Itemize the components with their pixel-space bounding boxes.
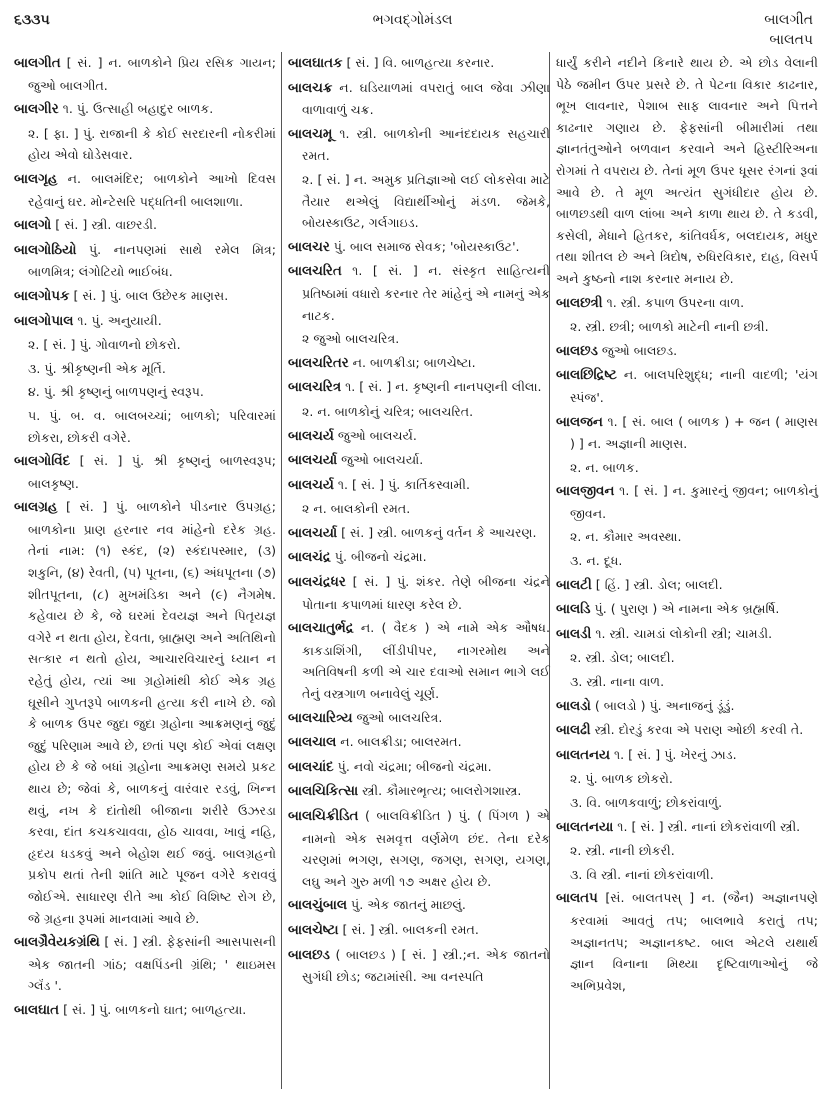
entry-definition: ૧. [ સં. ] સ્ત્રી. નાનાં છોકરાંવાળી સ્ત્રી. (613, 818, 801, 834)
entry-headword: બાલગ્રહ (14, 500, 58, 516)
entry-headword: બાલગોપાલ (14, 313, 74, 329)
dictionary-entry (288, 731, 550, 754)
dictionary-entry (556, 292, 818, 315)
entry-sense: ૩. વિ સ્ત્રી. નાનાં છોકરાંવાળી. (570, 866, 714, 882)
entry-definition: સ્ત્રી. દોરડું કરવા એ પરાણ ઓછી કરવી તે. (590, 722, 804, 738)
entry-headword: બાલચિકિત્સા (288, 784, 359, 800)
entry-definition: ન. બાલમંદિર; બાળકોને આખો દિવસ રહેવાનું ઘર. મોન્ટેસરિ પદ્ધતિની બાલશાળા. (28, 170, 276, 209)
dictionary-entry (556, 411, 818, 455)
entry-headword: બાલચેષ્ટા (288, 922, 339, 938)
entry-definition: પું. એક જાતનું માછલું. (347, 897, 466, 913)
entry-headword: બાલછડ (556, 343, 598, 359)
entry-headword: બાલચાતુર્ભદ્ર (288, 621, 354, 637)
dictionary-entry (288, 617, 550, 704)
entry-definition: [ સં. ] સ્ત્રી. વાછરડી. (51, 217, 158, 233)
entry-sense: ૨. ન. કૌમાર અવસ્થા. (570, 529, 682, 545)
entry-definition: ન. ઘડિયાળમાં વપરાતું બાલ જેવા ઝીણા વાળાવાળું ચક્ર. (302, 79, 550, 118)
dictionary-entry (288, 52, 550, 75)
dictionary-entry (556, 574, 818, 597)
entry-sense: ૨. ન. બાળકોનું ચરિત્ર; બાલચરિત. (302, 403, 474, 419)
entry-definition: [ સં. ] પું. બાલ ઉછેરક માણસ. (69, 287, 229, 303)
entry-definition: [ હિં. ] સ્ત્રી. ડોલ; બાલદી. (591, 576, 723, 592)
dictionary-entry (288, 352, 550, 375)
entry-headword: બાલગોપક (14, 288, 70, 304)
entry-definition: પું. નાનપણમાં સાથે રમેલ મિત્ર; બાળમિત્ર; લંગોટિયો ભાઈબંધ. (28, 241, 276, 280)
page-title: ભગવદ્ગોમંડલ (372, 12, 453, 28)
entry-definition: પું. બાલ સમાજ સેવક; 'બોયસ્કાઉટ'. (329, 238, 520, 254)
entry-sense: ૨. [ ફા. ] પું. રાજાની કે કોઈ સરદારની નોકરીમાં હોય એવો ઘોડેસવાર. (28, 125, 276, 163)
dictionary-entry (556, 887, 818, 996)
entry-headword: બાલચક્ર (288, 80, 333, 96)
column-1 (14, 52, 276, 1024)
dictionary-entry (288, 449, 550, 472)
entry-headword: બાલઘાતક (288, 56, 343, 71)
dictionary-entry (288, 919, 550, 942)
entry-definition: પું. નવો ચંદ્રમા; બીજનો ચંદ્રમા. (333, 758, 492, 774)
entry-headword: બાલગો (14, 218, 52, 234)
dictionary-entry (288, 260, 550, 326)
dictionary-entry (556, 623, 818, 646)
entry-headword: બાલછત્રી (556, 295, 603, 311)
entry-headword: બાલચર્યા (288, 453, 338, 469)
dictionary-entry (288, 474, 550, 497)
dictionary-entry (288, 236, 550, 259)
entry-definition: ૧. [ સં. ] ન. કુમારનું જીવન; બાળકોનું જીવન. (570, 483, 818, 521)
dictionary-entry (556, 340, 818, 363)
entry-sense: ૩. વિ. બાળકવાળું; છોકરાંવાળું. (570, 795, 723, 810)
entry-definition: ૧. સ્ત્રી. બાળકોની આનંદદાયક સહચારી રમત. (302, 125, 550, 164)
entry-sense: ૩. સ્ત્રી. નાના વાળ. (570, 674, 665, 690)
entry-headword: બાલચરિત (288, 264, 342, 280)
entry-headword: બાલઘાત (14, 1002, 60, 1018)
entry-headword: બાલચરિતર (288, 355, 349, 371)
entry-definition: ૧. [ સં. ] પું. ખેરનું ઝાડ. (609, 746, 737, 762)
entry-definition: ૧. [ સં. ] ન. કૃષ્ણની નાનપણની લીલા. (341, 379, 542, 395)
dictionary-entry (556, 695, 818, 718)
entry-headword: બાલતનય (556, 747, 610, 763)
dictionary-entry (556, 816, 818, 839)
dictionary-entry (288, 944, 550, 988)
entry-definition: [સં. બાલતપસ્ ] ન. (જૈન) અજ્ઞાનપણે કરવામાં આવતું તપ; બાલભાવે કરાતું તપ; અજ્ઞાનતપ; અજ્ઞાનકષ્ટ. બાલ એટલે યથાર્થ જ્ઞાન વિનાના મિથ્યા દૃષ્ટિવાળાઓનું જે અભિપ્રવેશ, (570, 890, 818, 993)
column-divider (281, 52, 282, 1089)
dictionary-entry (556, 364, 818, 408)
entry-definition: ૧. સ્ત્રી. કપાળ ઉપરના વાળ. (602, 294, 745, 310)
dictionary-entry (556, 719, 818, 742)
dictionary-entry (14, 239, 276, 283)
entry-definition: [ સં. ] સ્ત્રી. બાળકનું વર્તન કે આચરણ. (337, 524, 537, 540)
dictionary-entry (288, 707, 550, 730)
entry-definition: ( બાલવિક્રીડિત ) પું. ( પિંગળ ) એ નામનો એક સમવૃત્ત વર્ણમેળ છંદ. તેના દરેક ચરણમાં ભગણ, સગણ, જગણ, સગણ, યગણ, લઘુ અને ગુરુ મળી ૧૭ અક્ષર હોય છે. (302, 808, 550, 889)
dictionary-entry (556, 480, 818, 524)
entry-sense: ૨. ન. બાળક. (570, 459, 639, 475)
entry-headword: બાલગોવિંદ (14, 454, 71, 470)
entry-sense: ૩. પું. શ્રીકૃષ્ણની એક મૂર્તિ. (28, 360, 166, 376)
entry-sense: ૩. ન. દૂધ. (570, 553, 623, 569)
entry-definition: [ સં. ] પું. બાળકનો ઘાત; બાળહત્યા. (59, 1001, 247, 1017)
entry-definition: પું. બીજનો ચંદ્રમા. (330, 549, 427, 565)
entry-headword: બાલચુંબાલ (288, 898, 348, 914)
dictionary-entry (14, 999, 276, 1022)
entry-definition: જુઓ બાલચરિત્ર. (352, 709, 443, 725)
entry-definition: જુઓ બાલચર્ય. (333, 427, 417, 443)
entry-sense: ૨ ન. બાલકોની રમત. (302, 501, 411, 517)
dictionary-entry (288, 123, 550, 167)
entry-sense: ૫. પું. બ. વ. બાલબચ્ચાં; બાળકો; પરિવારમાં છોકરા, છોકરી વગેરે. (28, 407, 276, 445)
entry-definition: [ સં. ] સ્ત્રી. બાલકની રમત. (338, 921, 479, 937)
entry-sense: ૨. સ્ત્રી. ડોલ; બાલદી. (570, 650, 675, 666)
entry-definition: [ સં. ] પું. શંકર. તેણે બીજના ચંદ્રને પોતાના કપાળમાં ધારણ કરેલ છે. (302, 574, 550, 612)
dictionary-entry (14, 214, 276, 237)
entry-headword: બાલચર્ય (288, 428, 334, 444)
entry-definition: ન. બાલપરિશુદ્ધ; નાની વાદળી; 'યંગ સ્પંજ'. (570, 367, 818, 405)
entry-headword: બાલચરિત્ર (288, 380, 342, 396)
entry-headword: બાલછડ (288, 947, 330, 963)
entry-sense: ૨ જુઓ બાલચરિત્ર. (302, 331, 400, 347)
entry-definition: [ સં. ] ન. બાળકોને પ્રિય રસિક ગાયન; જુઓ બાલગીત. (28, 55, 276, 93)
entry-definition: ૧. [ સં. ] પું. કાર્તિકસ્વામી. (333, 476, 470, 492)
entry-headword: બાલજીવન (556, 484, 615, 500)
dictionary-entry (288, 780, 550, 803)
entry-headword: બાલઢી (556, 723, 591, 739)
entry-headword: બાલડી (556, 626, 592, 642)
dictionary-entry (556, 598, 818, 621)
dictionary-entry (14, 931, 276, 997)
dictionary-entry (288, 77, 550, 121)
dictionary-entry (14, 285, 276, 308)
entry-definition: ( બાલડો ) પું. અનાજનું ડૂંડું. (590, 697, 735, 713)
entry-definition: ૧. [ સં. ] ન. સંસ્કૃત સાહિત્યની પ્રતિષ્ઠામાં વધારો કરનાર તેર માંહેનું એ નામનું એક નાટક. (302, 263, 550, 323)
entry-definition: સ્ત્રી. કૌમારભૃત્ય; બાલરોગશાસ્ત્ર. (358, 783, 522, 799)
entry-headword: બાલછિદ્રિષ્ટ (556, 368, 617, 384)
entry-definition: [ સં. ] પું. બાળકોને પીડનાર ઉપગ્રહ; બાળકોના પ્રાણ હરનાર નવ માંહેનો દરેક ગ્રહ. તેનાં નામ: (૧) સ્કંદ, (૨) સ્કંદાપસ્માર, (૩) શકુનિ, (૪) રેવતી, (૫) પૂતના, (૬) અંધપૂતના (૭) શીતપૂતના, (૮) મુખમંડિકા અને (૯) નૈગમેષ. કહેવાય છે કે, જે ઘરમાં દેવયજ્ઞ અને પિતૃયજ્ઞ વગેરે ન થતા હોય, દેવતા, બ્રાહ્મણ અને અતિથિનો સત્કાર ન થતો હોય, આચારવિચારનું ધ્યાન ન રહેતું હોય, ત્યાં આ ગ્રહોમાંથી કોઈ એક ગ્રહ ઘૂસીને ગુપ્તરૂપે બાળકની હત્યા કરી નાખે છે. જો કે બાળક ઉપર જુદા જુદા ગ્રહોના આક્રમણનું જુદું જુદું પરિણામ આવે છે, છતાં પણ કોઈ એવાં લક્ષણ હોય છે કે જે બધાં ગ્રહોના આક્રમણ સમયે પ્રકટ થાય છે; જેવાં કે, બાળકનું વારંવાર રડવું, ખિન્ન થવું, નખ કે દાંતોથી બીજાના શરીરે ઉઝરડા કરવા, દાંત કચકચાવવા, હોઠ ચાવવા, ખાવું નહિ, હૃદય ધડકવું અને બેહોશ થઈ જવું. બાલગ્રહનો પ્રકોપ થતાં તેની શાંતિ માટે પૂજન વગેરે કરાવવું જોઈએ. સાધારણ રીતે આ કોઈ વિશિષ્ટ રોગ છે, જે ગ્રહના રૂપમાં માનવામાં આવે છે. (28, 499, 276, 926)
entry-headword: બાલચંદ્ર (288, 550, 331, 566)
entry-continuation: ધાર્યું કરીને નદીને કિનારે થાય છે. એ છોડ વેલાની પેઠે જમીન ઉપર પ્રસરે છે. તે પેટના વિકાર કાઢનાર, ભૂખ લાવનાર, પેશાબ સાફ લાવનાર અને પિત્તને કાઢનાર ગણાય છે. ફેફસાંની બીમારીમાં તથા જ્ઞાનતંતુઓને બળવાન કરવાને અને હિસ્ટીરિઅના રોગમાં તે વપરાય છે. તેનાં મૂળ ઉપર ધૂસર રંગનાં રૂવાં આવે છે. તે મૂળ અત્યંત સુગંધીદાર હોય છે. બાળછડથી વાળ લાંબા અને કાળા થાય છે. તે કડવી, કસેલી, મેધાને હિતકર, કાંતિવર્ધક, બલદાયક, મધુર તથા શીતલ છે અને ત્રિદોષ, રુધિરવિકાર, દાહ, વિસર્પ અને કુષ્ઠનો નાશ કરનાર મનાય છે. (556, 55, 818, 286)
entry-headword: બાલગીત (14, 56, 61, 71)
entry-definition: ન. ( વૈદક ) એ નામે એક ઔષધ. કાકડાશિંગી, લીંડીપીપર, નાગરમોથ અને અતિવિષની કળી એ ચાર દવાઓ સમાન ભાગે લઈ તેનું વસ્ત્રગાળ બનાવેલું ચૂર્ણ. (302, 620, 550, 702)
page-number: ૬૩૩૫ (14, 12, 50, 28)
column-2 (288, 52, 550, 990)
dictionary-entry (288, 546, 550, 569)
entry-headword: બાલડિ (556, 602, 591, 618)
entry-headword: બાલગ્રૈવેયકગ્રંથિ (14, 935, 100, 951)
dictionary-entry (288, 522, 550, 545)
entry-headword: બાલચાલ (288, 735, 337, 751)
entry-definition: ૧. પું. અનુયાયી. (73, 312, 162, 328)
column-3 (556, 52, 818, 998)
entry-headword: બાલતનયા (556, 819, 614, 835)
entry-definition: ૧. પું. ઉત્સાહી બહાદુર બાળક. (58, 101, 214, 117)
dictionary-entry (14, 98, 276, 121)
dictionary-entry (288, 894, 550, 917)
entry-sense: ૪. પું. શ્રી કૃષ્ણનું બાળપણનું સ્વરૂપ. (28, 384, 204, 400)
dictionary-entry (288, 425, 550, 448)
entry-definition: [ સં. ] પું. શ્રી કૃષ્ણનું બાળસ્વરૂપ; બાલકૃષ્ણ. (28, 453, 276, 491)
entry-definition: પું. ( પુરાણ ) એ નામના એક બ્રહ્મર્ષિ. (590, 601, 780, 617)
entry-headword: બાલચર (288, 239, 330, 255)
dictionary-entry (14, 168, 276, 212)
entry-definition: ન. બાલક્રીડા; બાલરમત. (336, 734, 462, 750)
guide-word-last: બાલતપ (769, 32, 813, 48)
entry-sense: ૨. સ્ત્રી. છત્રી; બાળકો માટેની નાની છત્રી. (570, 319, 769, 335)
entry-headword: બાલચમૂ (288, 126, 333, 142)
entry-headword: બાલચાંદ (288, 759, 334, 775)
entry-headword: બાલચર્ય (288, 477, 334, 493)
entry-definition: ( બાલછડ ) [ સં. ] સ્ત્રી.;ન. એક જાતનો સુગંધી છોડ; જટામાંસી. આ વનસ્પતિ (302, 946, 550, 985)
dictionary-entry (288, 805, 550, 892)
entry-definition: જુઓ બાલચર્યા. (337, 452, 424, 468)
entry-sense: ૨. પું. બાળક છોકરો. (570, 771, 673, 787)
entry-headword: બાલગોઠિયો (14, 242, 77, 258)
entry-headword: બાલચર્યા (288, 525, 338, 541)
entry-definition: ન. બાળક્રીડા; બાળચેષ્ટા. (348, 354, 476, 370)
entry-headword: બાલગીર (14, 102, 59, 118)
entry-headword: બાલગૃહ (14, 171, 58, 187)
entry-headword: બાલટી (556, 577, 592, 593)
entry-definition: [ સં. ] સ્ત્રી. ફેફસાંની આસપાસની એક જાતની ગાંઠ; વક્ષપિંડની ગ્રંથિ; ' થાઇમસ ગ્લૅંડ '. (28, 934, 276, 994)
dictionary-entry (288, 376, 550, 399)
entry-headword: બાલડો (556, 698, 591, 714)
entry-headword: બાલતપ (556, 891, 598, 907)
entry-headword: બાલચિક્રીડિત (288, 809, 359, 824)
entry-sense: ૨. [ સં. ] પું. ગોવાળનો છોકરો. (28, 337, 181, 353)
entry-definition: જુઓ બાલછડ. (597, 342, 678, 358)
entry-definition: ૧. [ સં. બાલ ( બાળક ) + જન ( માણસ ) ] ન. અજ્ઞાની માણસ. (570, 413, 818, 452)
dictionary-entry (556, 744, 818, 767)
entry-headword: બાલજન (556, 414, 603, 430)
entry-definition: [ સં. ] વિ. બાળહત્યા કરનાર. (342, 55, 495, 70)
dictionary-entry (14, 310, 276, 333)
entry-headword: બાલચંદ્રધર (288, 575, 346, 591)
dictionary-entry (14, 450, 276, 494)
entry-sense: ૨. સ્ત્રી. નાની છોકરી. (570, 843, 675, 859)
entry-headword: બાલચારિત્ર્ય (288, 710, 353, 726)
dictionary-entry (288, 756, 550, 779)
dictionary-entry (14, 496, 276, 929)
entry-definition: ૧. સ્ત્રી. ચામડાં લોકોની સ્ત્રી; ચામડી. (591, 625, 773, 641)
guide-word-first: બાલગીત (764, 12, 813, 28)
dictionary-entry (288, 571, 550, 615)
dictionary-entry (14, 52, 276, 96)
entry-sense: ૨. [ સં. ] ન. અમુક પ્રતિજ્ઞાઓ લઈ લોકસેવા માટે તૈયાર થએલું વિદ્યાર્થીઓનું મંડળ. જેમકે, બોયસ્કાઉટ, ગર્લગાઇડ. (302, 171, 550, 231)
